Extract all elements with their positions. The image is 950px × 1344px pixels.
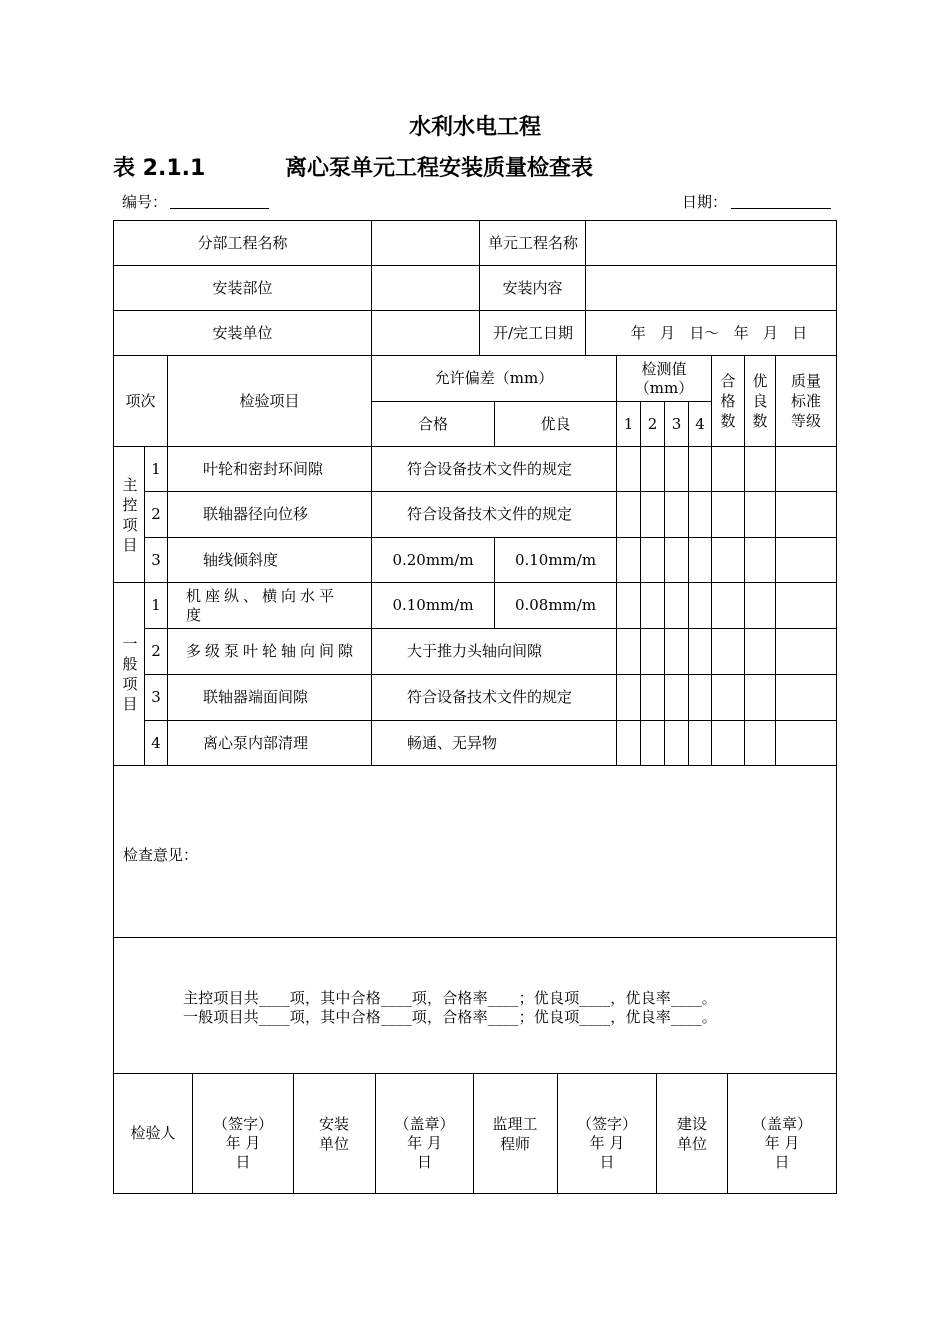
measured-col-1: 1 — [623, 414, 634, 433]
main-item-tolerance: 符合设备技术文件的规定 — [407, 459, 573, 478]
general-item-qualified-tolerance: 0.10mm/m — [392, 596, 474, 614]
inspector-signature[interactable]: （签字） 年 月 日 — [212, 1115, 273, 1171]
excellent-count-header: 优良数 — [752, 372, 768, 430]
main-item-no: 3 — [151, 550, 161, 569]
inspection-item-header: 检验项目 — [239, 391, 300, 410]
general-item-tolerance: 大于推力头轴向间隙 — [407, 642, 543, 660]
general-item-no: 1 — [151, 596, 161, 614]
qualified-header: 合格 — [417, 414, 448, 433]
unit-project-name-field[interactable] — [586, 221, 836, 265]
general-items-summary: 一般项目共____项，其中合格____项，合格率____；优良项____，优良率____。 — [183, 1008, 718, 1026]
install-content-field[interactable] — [586, 266, 836, 310]
install-unit-seal[interactable]: （盖章） 年 月 日 — [394, 1115, 455, 1171]
inspector-label: 检验人 — [130, 1124, 176, 1142]
general-item-name: 多级泵叶轮轴向间隙 — [186, 642, 358, 660]
main-item-name: 叶轮和密封环间隙 — [203, 459, 324, 478]
date-range[interactable]: 年 月 日～ 年 月 日 — [630, 323, 808, 342]
main-items-summary: 主控项目共____项，其中合格____项，合格率____；优良项____，优良率____。 — [183, 989, 718, 1007]
item-no-header: 项次 — [125, 391, 156, 410]
main-item-excellent-tolerance: 0.10mm/m — [514, 550, 597, 569]
main-items-group-label: 主控项目 — [122, 475, 138, 554]
main-item-no: 2 — [151, 505, 161, 523]
opinion-field[interactable] — [210, 770, 830, 930]
install-part-label: 安装部位 — [212, 278, 273, 297]
general-items-group-label: 一般项目 — [122, 635, 138, 713]
general-item-name: 联轴器端面间隙 — [203, 688, 309, 706]
general-item-tolerance: 符合设备技术文件的规定 — [407, 688, 573, 706]
quality-grade-header: 质量标准等级 — [790, 372, 821, 430]
main-item-tolerance: 符合设备技术文件的规定 — [407, 505, 573, 523]
install-unit-field[interactable] — [372, 311, 479, 355]
install-unit-sign-label: 安装单位 — [318, 1114, 349, 1153]
general-item-excellent-tolerance: 0.08mm/m — [514, 596, 597, 614]
install-unit-label: 安装单位 — [212, 323, 273, 342]
sub-project-name-label: 分部工程名称 — [197, 233, 288, 252]
serial-label: 编号： — [122, 193, 168, 211]
general-item-name: 离心泵内部清理 — [203, 733, 309, 752]
construction-unit-seal[interactable]: （盖章） 年 月 日 — [751, 1115, 812, 1171]
construction-unit-label: 建设单位 — [676, 1114, 707, 1153]
general-item-no: 4 — [151, 733, 161, 752]
unit-project-name-label: 单元工程名称 — [487, 233, 578, 252]
main-item-no: 1 — [151, 459, 161, 478]
main-item-name: 联轴器径向位移 — [203, 505, 309, 523]
main-item-name: 轴线倾斜度 — [203, 550, 279, 569]
table-title: 离心泵单元工程安装质量检查表 — [285, 156, 594, 181]
table-number: 表 2.1.1 — [113, 156, 206, 181]
supervisor-signature[interactable]: （签字） 年 月 日 — [576, 1115, 637, 1171]
qualified-count-header: 合格数 — [720, 372, 736, 430]
install-content-label: 安装内容 — [502, 278, 563, 297]
excellent-header: 优良 — [540, 414, 571, 433]
document-title: 水利水电工程 — [408, 115, 541, 140]
measured-header: 检测值（mm） — [634, 359, 694, 397]
date-label: 日期： — [682, 193, 728, 211]
measured-col-4: 4 — [695, 414, 705, 433]
measured-col-3: 3 — [671, 414, 682, 433]
start-end-date-label: 开/完工日期 — [492, 323, 574, 342]
general-item-no: 2 — [151, 642, 161, 660]
install-part-field[interactable] — [372, 266, 479, 310]
opinion-label: 检查意见： — [123, 846, 199, 864]
general-item-no: 3 — [151, 688, 161, 706]
general-item-tolerance: 畅通、无异物 — [407, 733, 498, 752]
tolerance-header: 允许偏差（mm） — [434, 369, 554, 387]
measured-col-2: 2 — [647, 414, 658, 433]
supervisor-label: 监理工程师 — [492, 1114, 538, 1153]
general-item-name: 机座纵、横向水平度 — [186, 586, 339, 624]
sub-project-name-field[interactable] — [372, 221, 479, 265]
main-item-qualified-tolerance: 0.20mm/m — [392, 550, 474, 569]
